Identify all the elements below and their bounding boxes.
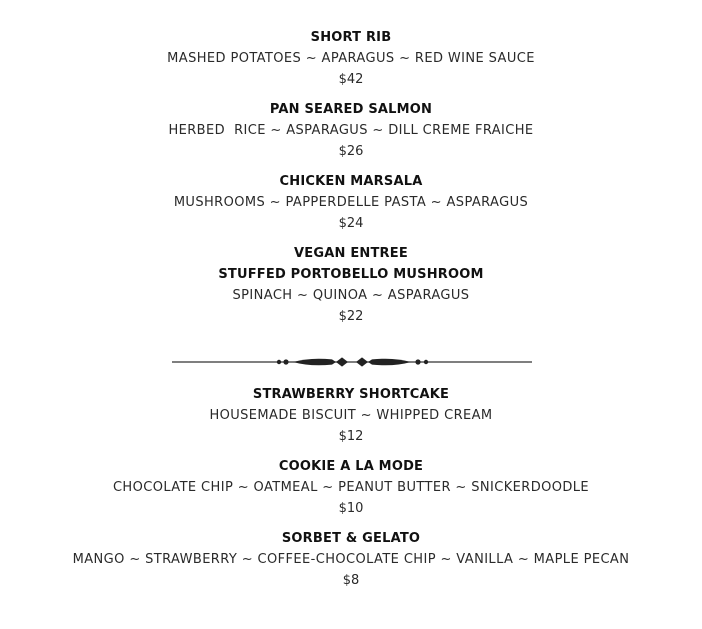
item-description: MANGO ~ STRAWBERRY ~ COFFEE-CHOCOLATE CHIP ~ VANILLA ~ MAPLE PECAN [72,552,630,567]
item-description: MASHED POTATOES ~ APARAGUS ~ RED WINE SAUCE [167,51,535,66]
item-name: STUFFED PORTOBELLO MUSHROOM [218,267,484,282]
item-name: STRAWBERRY SHORTCAKE [252,387,450,402]
menu-item-short-rib [0,27,702,90]
menu-item-strawberry-shortcake [0,384,702,447]
item-description: MUSHROOMS ~ PAPPERDELLE PASTA ~ ASPARAGUS [173,195,529,210]
item-price: $42 [338,72,364,87]
item-name: PAN SEARED SALMON [269,102,433,117]
item-price: $12 [338,429,364,444]
item-name: SHORT RIB [310,30,392,45]
item-category: VEGAN ENTREE [294,246,408,261]
item-name: CHICKEN MARSALA [279,174,423,189]
menu-item-chicken-marsala [0,171,702,234]
item-name: SORBET & GELATO [281,531,421,546]
menu-item-sorbet-gelato [0,528,702,591]
item-description: CHOCOLATE CHIP ~ OATMEAL ~ PEANUT BUTTER ~ SNICKERDOODLE [112,480,590,495]
item-price: $8 [342,573,360,588]
item-price: $22 [338,309,364,324]
menu-item-cookie-a-la-mode [0,456,702,519]
item-name: COOKIE A LA MODE [278,459,424,474]
menu-item-pan-seared-salmon [0,99,702,162]
item-description: HOUSEMADE BISCUIT ~ WHIPPED CREAM [209,408,493,423]
item-price: $24 [338,216,364,231]
item-description: HERBED RICE ~ ASPARAGUS ~ DILL CREME FRAICHE [168,123,534,138]
ornamental-divider-icon [170,352,534,372]
menu-item-vegan-entree [0,243,702,327]
item-price: $26 [338,144,364,159]
item-price: $10 [338,501,364,516]
item-description: SPINACH ~ QUINOA ~ ASPARAGUS [232,288,470,303]
